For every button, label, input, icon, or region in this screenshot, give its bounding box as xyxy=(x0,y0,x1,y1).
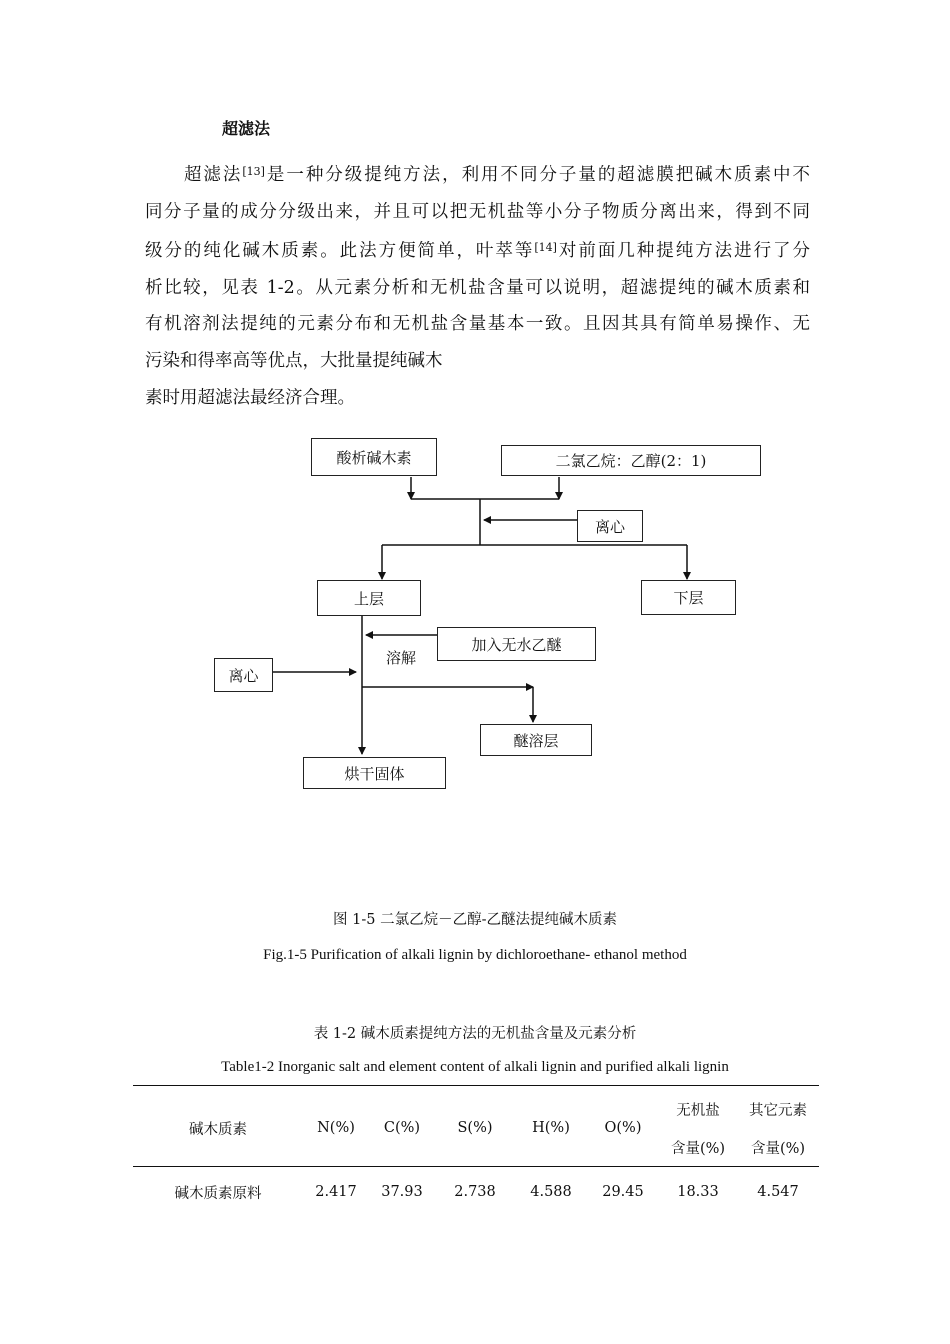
paragraph-line: 同分子量的成分分级出来，并且可以把无机盐等小分子物质分离出来，得到不同 xyxy=(145,201,810,222)
centrifuge-box-1: 离心 xyxy=(577,510,643,542)
paragraph-line: 素时用超滤法最经济合理。 xyxy=(145,387,355,408)
solvent-box: 二氯乙烷：乙醇(2：1) xyxy=(501,445,761,476)
header-c: C(%) xyxy=(369,1086,435,1167)
figure-caption-cn: 图 1-5 二氯乙烷－乙醇-乙醚法提纯碱木质素 xyxy=(333,912,617,928)
dried-solid-box: 烘干固体 xyxy=(303,757,446,789)
cell-o: 29.45 xyxy=(602,1184,644,1200)
add-ether-box: 加入无水乙醚 xyxy=(437,627,596,661)
header-salt-top: 无机盐 xyxy=(659,1086,737,1129)
header-n: N(%) xyxy=(303,1086,369,1167)
cell-s: 2.738 xyxy=(454,1184,496,1200)
header-h: H(%) xyxy=(515,1086,587,1167)
lower-layer-box: 下层 xyxy=(641,580,736,615)
header-lignin: 碱木质素 xyxy=(133,1086,303,1167)
table-caption-cn: 表 1-2 碱木质素提纯方法的无机盐含量及元素分析 xyxy=(313,1026,637,1042)
header-other-top: 其它元素 xyxy=(737,1086,819,1129)
section-heading: 超滤法 xyxy=(222,119,271,138)
paragraph-line: 级分的纯化碱木质素。此法方便简单，叶萃等[14]对前面几种提纯方法进行了分 xyxy=(145,241,811,262)
paragraph-line: 有机溶剂法提纯的元素分布和无机盐含量基本一致。且因其具有简单易操作、无 xyxy=(145,314,810,335)
header-other-bottom: 含量(%) xyxy=(737,1128,819,1167)
header-salt-bottom: 含量(%) xyxy=(659,1128,737,1167)
acid-lignin-box: 酸析碱木素 xyxy=(311,438,437,476)
cell-n: 2.417 xyxy=(315,1184,357,1200)
paragraph-line: 析比较，见表 1-2。从元素分析和无机盐含量可以说明，超滤提纯的碱木质素和 xyxy=(145,277,810,298)
ether-layer-box: 醚溶层 xyxy=(480,724,592,756)
paragraph-line: 污染和得率高等优点，大批量提纯碱木 xyxy=(145,350,443,371)
citation-ref[interactable]: [14] xyxy=(534,241,557,255)
centrifuge-box-2: 离心 xyxy=(214,658,273,692)
cell-name: 碱木质素原料 xyxy=(174,1185,262,1202)
cell-other: 4.547 xyxy=(757,1184,799,1200)
citation-ref[interactable]: [13] xyxy=(242,165,265,178)
paragraph-line: 超滤法[13]是一种分级提纯方法，利用不同分子量的超滤膜把碱木质素中不 xyxy=(183,165,811,185)
dissolve-label: 溶解 xyxy=(386,649,417,667)
header-o: O(%) xyxy=(587,1086,659,1167)
cell-c: 37.93 xyxy=(381,1184,423,1200)
data-table xyxy=(133,1085,819,1217)
cell-salt: 18.33 xyxy=(677,1184,719,1200)
figure-caption-en: Fig.1-5 Purification of alkali lignin by dichloroethane- ethanol method xyxy=(263,947,687,963)
table-caption-en: Table1-2 Inorganic salt and element content of alkali lignin and purified alkali lignin xyxy=(221,1059,729,1075)
header-s: S(%) xyxy=(435,1086,515,1167)
upper-layer-box: 上层 xyxy=(317,580,421,616)
cell-h: 4.588 xyxy=(530,1184,572,1200)
table-row xyxy=(133,1167,819,1218)
